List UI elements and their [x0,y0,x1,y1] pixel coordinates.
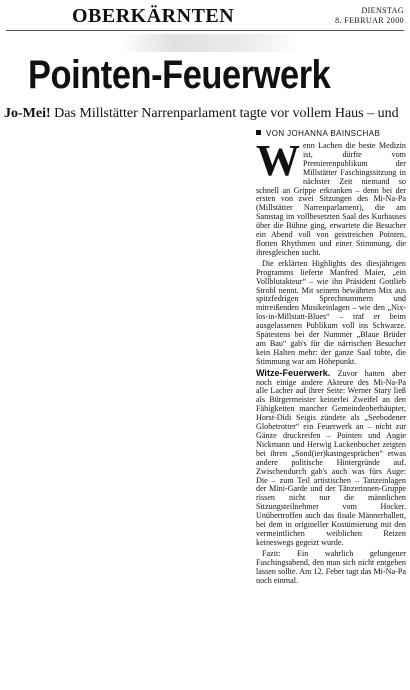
header-rule [6,30,404,31]
article-subtitle: Witze-Feuerwerk. [256,367,331,378]
article-paragraph-4: Fazit: Ein wahrlich gelungener Faschingsabend, den man sich nicht entgehen lassen sollte. Am 12. Feber tagt das Mi-Na-Pa noch einmal. [256,548,406,585]
drop-cap: W [256,136,301,185]
issue-date [335,6,404,26]
issue-date-text: 8. FEBRUAR 2000 [335,16,404,25]
byline-square-icon [256,130,261,135]
byline-author: VON JOHANNA BAINSCHAB [266,129,381,138]
article-paragraph-1-text: enn Lachen die beste Medizin ist, dürfte vom Premierenpublikum der Millstätter Faschingssitzung in nächster Zeit niemand so schnell an Grippe erkranken – denn bei der ersten von zwei Sitzungen des Mi-Na-Pa (Millstätter Narrenparlament), die am Samstag im vollbesetzten Saal des Kurhauses über die Bühne ging, erwartete die Besucher ein Abend voll von geistreichen Pointen, flotten Rhythmen und einer Stimmung, die ihresgleichen sucht. [256,141,406,257]
article-paragraph-3-text: Zuvor hatten aber noch einige andere Akteure des Mi-Na-Pa alle Lacher auf ihrer Seite: Werner Stary ließ als Bürgermeister keinerlei Zweifel an den Fähigkeiten mancher Gemeindeoberhäupter, Horst-Didi Seigis zündete als „Seebodener Globetrotter“ ein Feuerwerk an – nicht zur Gänze druckreifen – Pointen und Angie Nickmann und Herwig Lackenbucher zeigten bei ihren „Sond(ier)kastngesprächen“ etwas andere politische Hintergründe auf. Zwischendurch gab's auch was fürs Auge: Die – zum Teil artistischen – Tanzeinlagen der Mini-Garde und der Tänzerinnen-Gruppe rissen nicht nur die männlichen Sitzungsteilnehmer vom Hocker. Unübertroffen auch das finale Männerballett, bei dem in origineller Kostümierung mit den vermeintlichen weiblichen Reizen keineswegs gegeizt wurde. [256,368,407,547]
page-header [0,4,410,32]
subheadline-lead: Jo-Mei! [4,106,51,121]
article-paragraph-1 [256,136,406,258]
subheadline [4,105,406,123]
section-title: OBERKÄRNTEN [72,5,235,27]
article-paragraph-3 [256,369,406,548]
headline: Pointen-Feuerwerk [28,53,331,97]
issue-weekday: DIENSTAG [361,6,404,15]
print-bleed-through [120,34,300,52]
subheadline-text: Das Millstätter Narrenparlament tagte vor vollem Haus – und [54,106,399,121]
article-paragraph-2: Die erklärten Highlights des diesjährigen Programms lieferte Manfred Maier, „ein Vollblutakteur“ – wie ihn Präsident Gottlieb Strobl nennt. Mit seinem bewährten Mix aus spitzfedrigen Sprechnummern und mitreißenden Musikeinlagen – wie den „Nix-los-in-Millstatt-Blues“ – traf er beim ausgelassenen Publikum voll ins Schwarze. Spätestens bei der Nummer „Blaue Brüder am Bau“ gab's für die närrischen Besucher kein Halten mehr: der ganze Saal tobte, die Stimmung war am Höhepunkt. [256,258,406,366]
article-column [256,136,407,587]
